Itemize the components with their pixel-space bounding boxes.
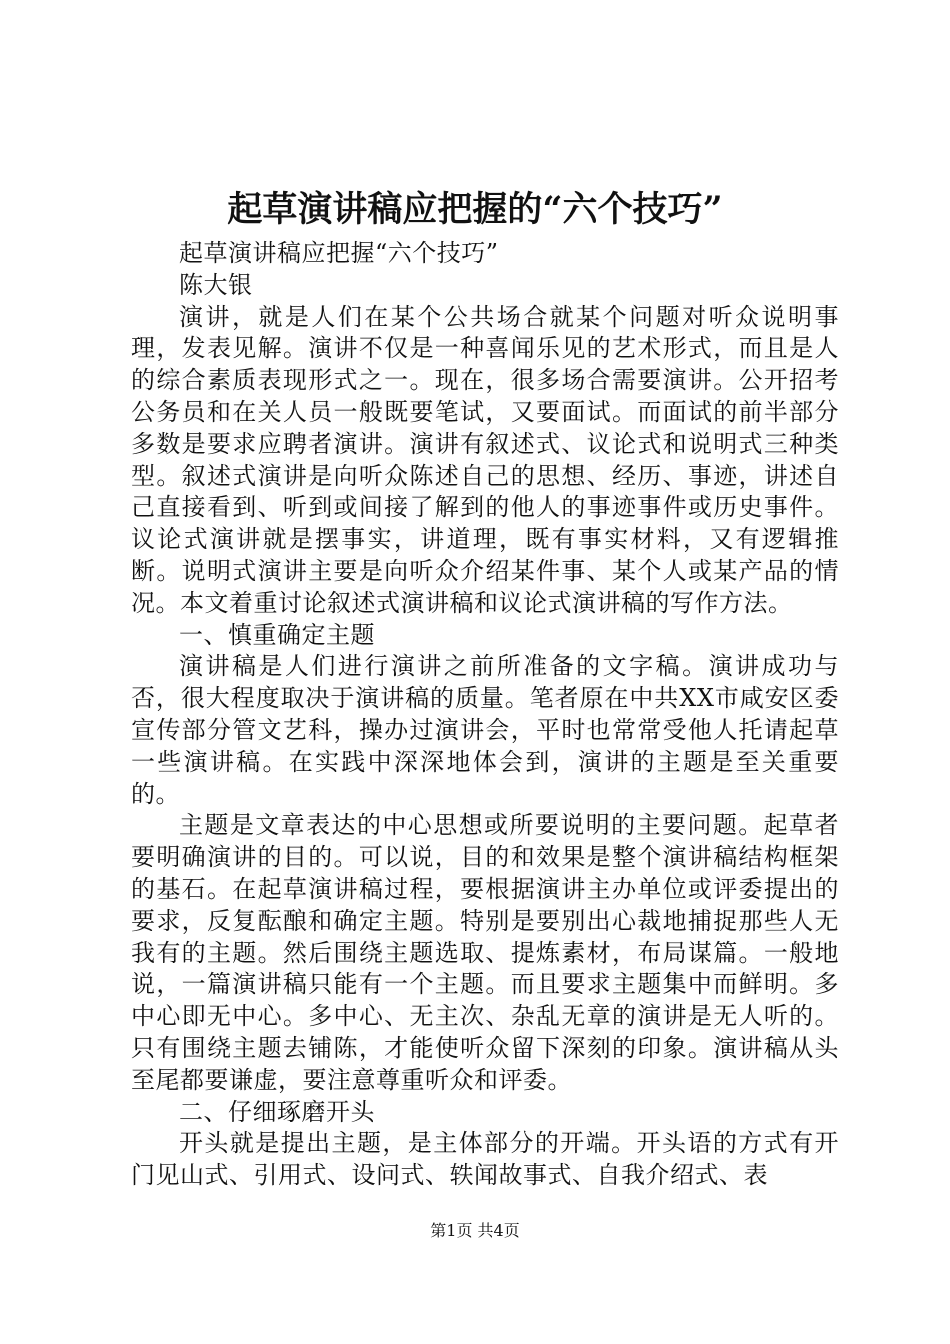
subtitle-paragraph: 起草演讲稿应把握“六个技巧”: [179, 239, 499, 267]
document-body: [131, 238, 839, 1192]
document-title: 起草演讲稿应把握的“六个技巧”: [227, 189, 723, 230]
section-heading-2: 二、仔细琢磨开头: [179, 1097, 375, 1126]
author-paragraph: 陈大银: [179, 270, 253, 299]
section-heading-1: 一、慎重确定主题: [179, 620, 375, 649]
body-paragraph: 开头就是提出主题，是主体部分的开端。开头语的方式有开门见山式、引用式、设问式、轶闻故事式、自我介绍式、表: [131, 1129, 839, 1190]
intro-paragraph: 演讲，就是人们在某个公共场合就某个问题对听众说明事理，发表见解。演讲不仅是一种喜闻乐见的艺术形式，而且是人的综合素质表现形式之一。现在，很多场合需要演讲。公开招考公务员和在关人员一般既要笔试，又要面试。而面试的前半部分多数是要求应聘者演讲。演讲有叙述式、议论式和说明式三种类型。叙述式演讲是向听众陈述自己的思想、经历、事迹，讲述自己直接看到、听到或间接了解到的他人的事迹事件或历史事件。议论式演讲就是摆事实，讲道理，既有事实材料，又有逻辑推断。说明式演讲主要是向听众介绍某件事、某个人或某产品的情况。本文着重讨论叙述式演讲稿和议论式演讲稿的写作方法。: [131, 302, 839, 617]
body-paragraph: 主题是文章表达的中心思想或所要说明的主要问题。起草者要明确演讲的目的。可以说，目的和效果是整个演讲稿结构框架的基石。在起草演讲稿过程，要根据演讲主办单位或评委提出的要求，反复酝酿和确定主题。特别是要别出心裁地捕捉那些人无我有的主题。然后围绕主题选取、提炼素材，布局谋篇。一般地说，一篇演讲稿只能有一个主题。而且要求主题集中而鲜明。多中心即无中心。多中心、无主次、杂乱无章的演讲是无人听的。只有围绕主题去铺陈，才能使听众留下深刻的印象。演讲稿从头至尾都要谦虚，要注意尊重听众和评委。: [131, 811, 839, 1094]
body-paragraph: 演讲稿是人们进行演讲之前所准备的文字稿。演讲成功与否，很大程度取决于演讲稿的质量。笔者原在中共XX市咸安区委宣传部分管文艺科，操办过演讲会，平时也常常受他人托请起草一些演讲稿。在实践中深深地体会到，演讲的主题是至关重要的。: [131, 652, 839, 808]
page-footer: 第1页 共4页: [430, 1221, 520, 1240]
